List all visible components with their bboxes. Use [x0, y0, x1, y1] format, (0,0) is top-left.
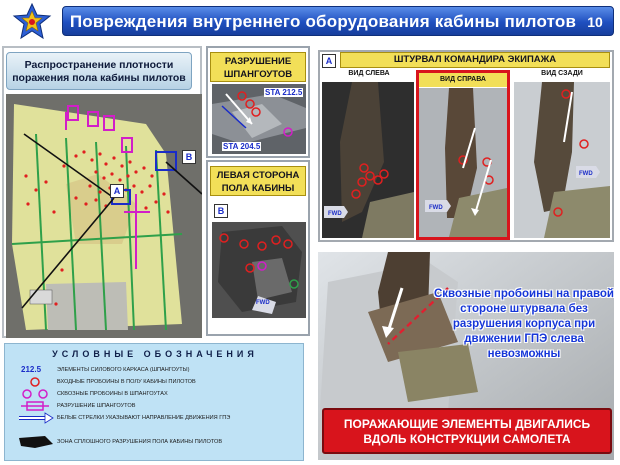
- legend-destruction-zone-text: ЗОНА СПЛОШНОГО РАЗРУШЕНИЯ ПОЛА КАБИНЫ ПИЛОТОВ: [57, 439, 223, 445]
- left-side-title-line2: ПОЛА КАБИНЫ: [221, 183, 295, 194]
- left-side-marker: В: [214, 204, 228, 218]
- legend-frames-symbol: 212.5: [21, 365, 42, 374]
- frames-title-line1: РАЗРУШЕНИЕ: [224, 56, 292, 67]
- yoke-view-right-label: ВИД СПРАВА: [419, 73, 507, 87]
- legend-frame-destruction-text: РАЗРУШЕНИЕ ШПАНГОУТОВ: [57, 403, 136, 409]
- title-bar: [62, 6, 614, 36]
- red-circle-icon: [15, 376, 55, 388]
- callout-text: Сквозные пробоины на правой стороне штурвала без разрушения корпуса при движении ГПЭ слева невозможны: [434, 288, 614, 360]
- banner-line2: ВДОЛЬ КОНСТРУКЦИИ САМОЛЕТА: [363, 432, 571, 446]
- floor-diagram: [6, 94, 202, 338]
- magenta-circles-icon: [15, 388, 55, 400]
- yoke-view-rear-photo: [514, 82, 610, 238]
- emblem-icon: [12, 3, 52, 41]
- spread-title-line2: поражения пола кабины пилотов: [12, 72, 186, 84]
- legend-entry-holes-text: ВХОДНЫЕ ПРОБОИНЫ В ПОЛУ КАБИНЫ ПИЛОТОВ: [57, 379, 196, 385]
- marker-a-spread: А: [110, 184, 124, 198]
- magenta-bracket-icon: [15, 400, 55, 412]
- yoke-view-left-label: ВИД СЛЕВА: [348, 70, 390, 77]
- yoke-view-left-photo: [322, 82, 414, 238]
- frames-title-line2: ШПАНГОУТОВ: [223, 69, 293, 80]
- yoke-view-right-photo: [419, 88, 507, 237]
- yoke-view-rear-label: ВИД СЗАДИ: [541, 70, 583, 77]
- yoke-view-rear-fwd: FWD: [579, 171, 593, 177]
- page-title: Повреждения внутреннего оборудования кабины пилотов: [69, 12, 577, 31]
- frames-label-top: STA 212.5: [265, 88, 303, 97]
- conclusion-banner: [322, 408, 612, 454]
- left-side-title: [210, 166, 306, 196]
- yoke-view-left-fwd: FWD: [328, 211, 342, 217]
- spread-title-box: [6, 52, 192, 90]
- yoke-title: ШТУРВАЛ КОМАНДИРА ЭКИПАЖА: [340, 52, 610, 68]
- legend: [4, 343, 304, 461]
- page-number: 10: [587, 14, 603, 30]
- banner-line1: ПОРАЖАЮЩИЕ ЭЛЕМЕНТЫ ДВИГАЛИСЬ: [343, 417, 591, 431]
- header: [0, 0, 620, 42]
- frames-label-bottom: STA 204.5: [223, 142, 261, 151]
- legend-white-arrows-text: БЕЛЫЕ СТРЕЛКИ УКАЗЫВАЮТ НАПРАВЛЕНИЕ ДВИЖЕНИЯ ГПЭ: [57, 415, 231, 421]
- legend-through-holes-text: СКВОЗНЫЕ ПРОБОИНЫ В ШПАНГОУТАХ: [57, 391, 168, 397]
- yoke-marker: А: [322, 54, 336, 68]
- legend-title: УСЛОВНЫЕ ОБОЗНАЧЕНИЯ: [52, 349, 258, 359]
- legend-frames-text: ЭЛЕМЕНТЫ СИЛОВОГО КАРКАСА (ШПАНГОУТЫ): [57, 367, 190, 373]
- frames-title: [210, 52, 306, 82]
- white-arrow-icon: [15, 412, 55, 424]
- left-side-fwd: FWD: [256, 300, 270, 306]
- yoke-view-right-fwd: FWD: [429, 205, 443, 211]
- spread-title-line1: Распространение плотности: [24, 59, 174, 71]
- left-side-title-line1: ЛЕВАЯ СТОРОНА: [216, 170, 300, 181]
- marker-b-spread: В: [182, 150, 196, 164]
- black-zone-icon: [15, 436, 55, 448]
